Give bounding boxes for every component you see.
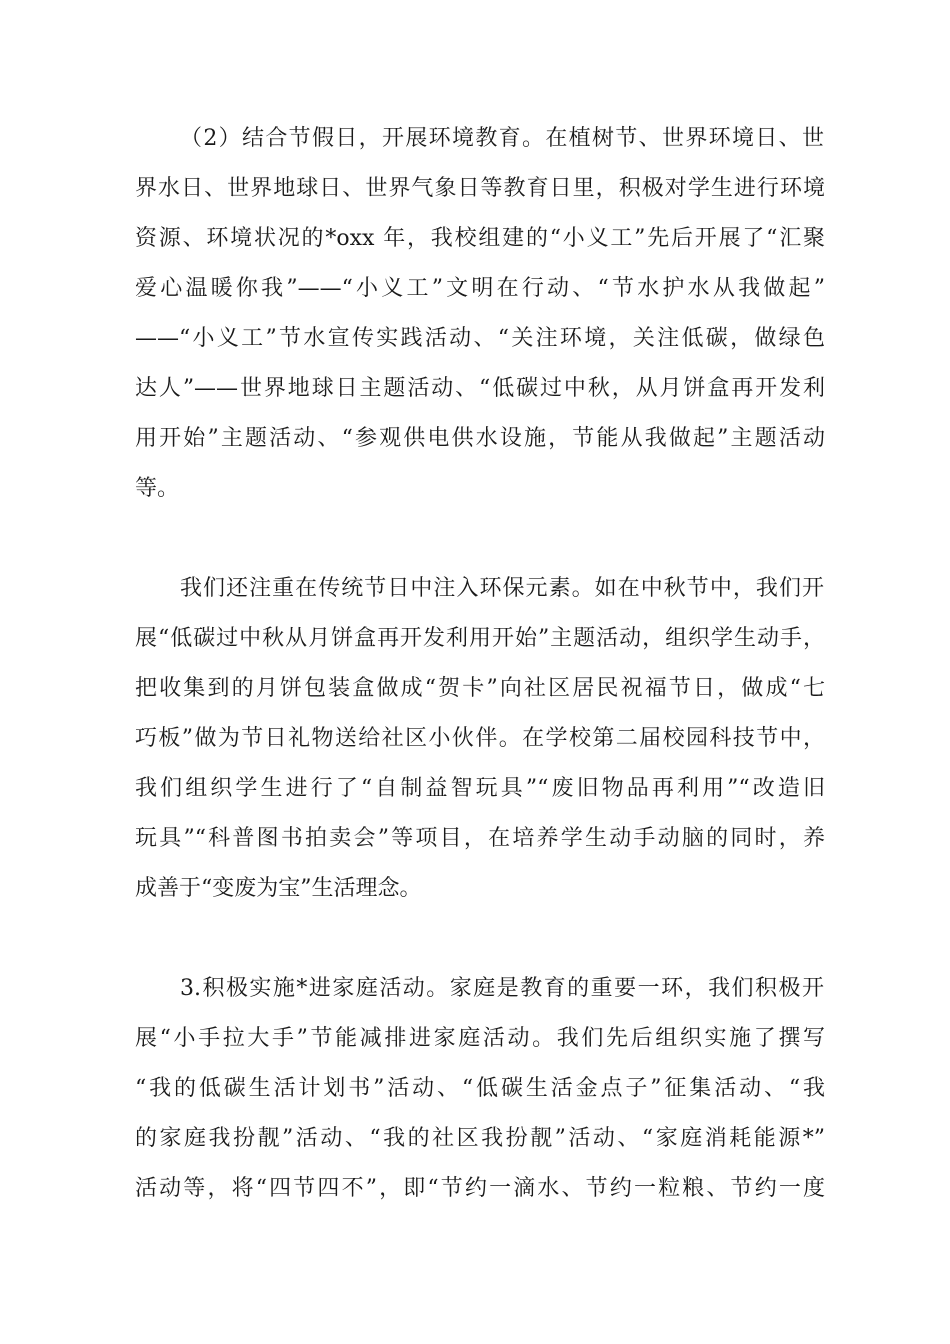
text-line: 用开始”主题活动、“参观供电供水设施，节能从我做起”主题活动	[135, 426, 825, 451]
text-line: ——“小义工”节水宣传实践活动、“关注环境，关注低碳，做绿色	[135, 326, 825, 351]
text-line: 等。	[135, 476, 180, 501]
text-line: 巧板”做为节日礼物送给社区小伙伴。在学校第二届校园科技节中，	[135, 726, 825, 751]
text-line: 展“低碳过中秋从月饼盒再开发利用开始”主题活动，组织学生动手，	[135, 626, 825, 651]
text-line: 我们组织学生进行了“自制益智玩具”“废旧物品再利用”“改造旧	[135, 776, 825, 801]
text-line: 成善于“变废为宝”生活理念。	[135, 876, 422, 901]
text-line: 界水日、世界地球日、世界气象日等教育日里，积极对学生进行环境	[135, 176, 825, 201]
text-line: 把收集到的月饼包装盒做成“贺卡”向社区居民祝福节日，做成“七	[135, 676, 825, 701]
text-line: 3.积极实施*进家庭活动。家庭是教育的重要一环，我们积极开	[180, 976, 824, 1001]
text-line: 达人”——世界地球日主题活动、“低碳过中秋，从月饼盒再开发利	[135, 376, 825, 401]
text-line: 资源、环境状况的*oxx 年，我校组建的“小义工”先后开展了“汇聚	[135, 226, 825, 251]
text-line: 展“小手拉大手”节能减排进家庭活动。我们先后组织实施了撰写	[135, 1026, 825, 1051]
text-line: （2）结合节假日，开展环境教育。在植树节、世界环境日、世	[180, 126, 824, 151]
text-line: 我们还注重在传统节日中注入环保元素。如在中秋节中，我们开	[180, 576, 824, 601]
text-line: “我的低碳生活计划书”活动、“低碳生活金点子”征集活动、“我	[135, 1076, 825, 1101]
text-line: 的家庭我扮靓”活动、“我的社区我扮靓”活动、“家庭消耗能源*”	[135, 1126, 825, 1151]
text-line: 玩具”“科普图书拍卖会”等项目，在培养学生动手动脑的同时，养	[135, 826, 825, 851]
text-line: 爱心温暖你我”——“小义工”文明在行动、“节水护水从我做起”	[135, 276, 825, 301]
text-line: 活动等，将“四节四不”，即“节约一滴水、节约一粒粮、节约一度	[135, 1176, 825, 1201]
